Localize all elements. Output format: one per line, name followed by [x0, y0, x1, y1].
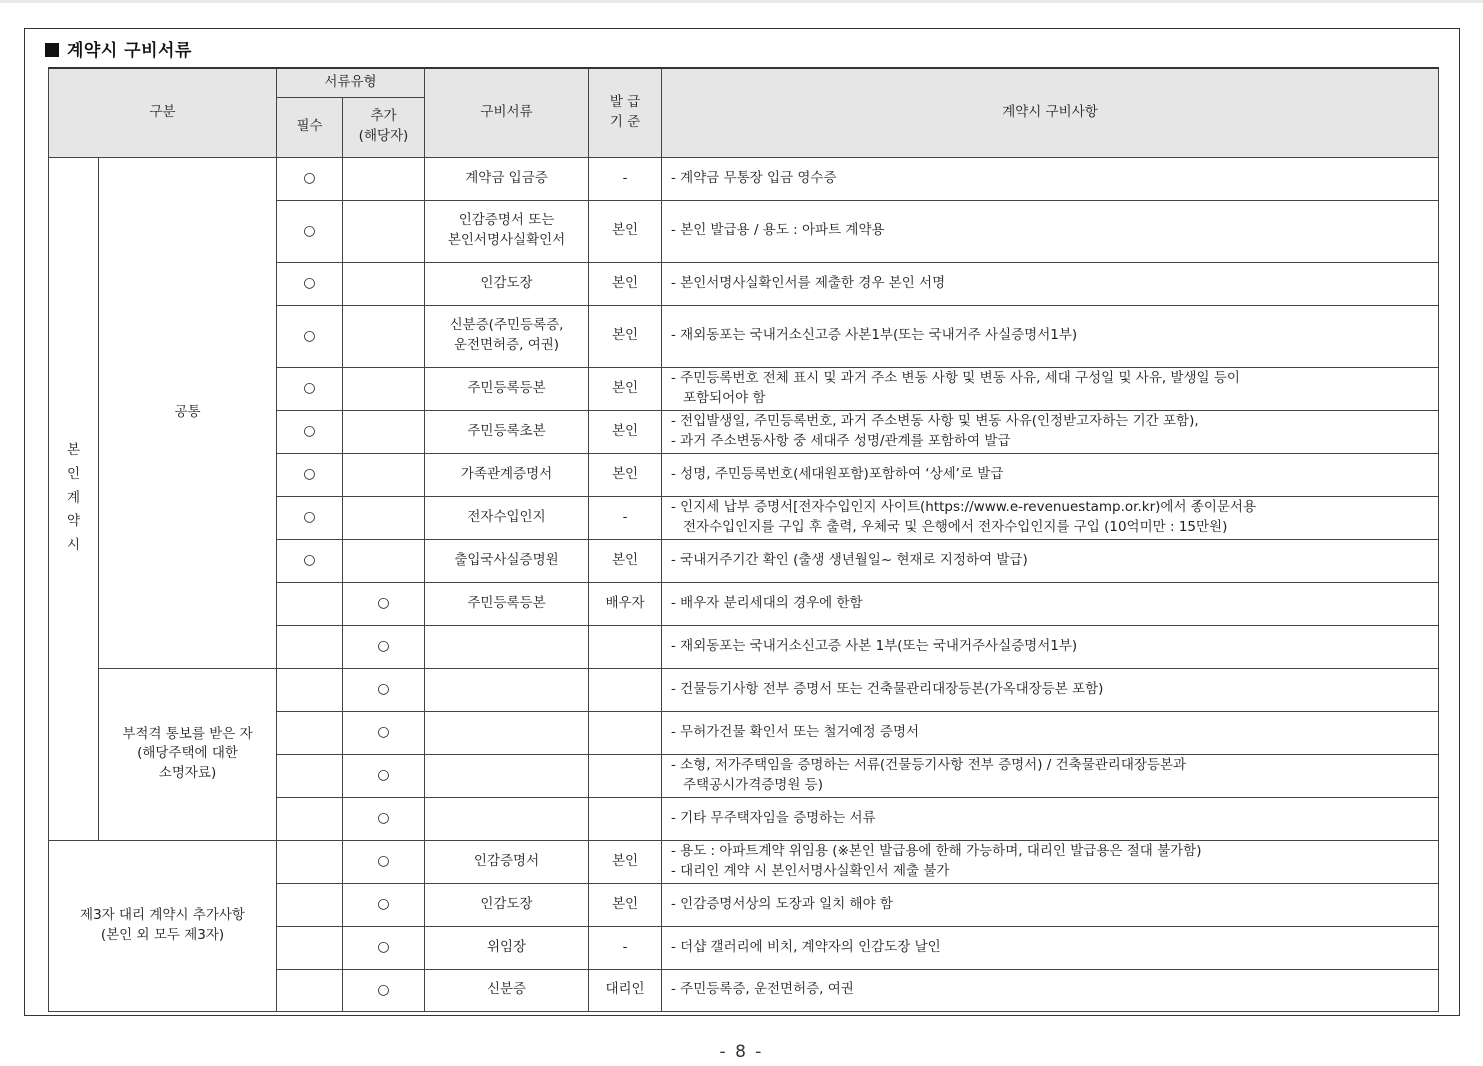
note-line: - 주민등록증, 운전면허증, 여권: [671, 981, 854, 998]
requirement-note: [662, 367, 1439, 410]
issue-basis: 대리인: [589, 969, 662, 1011]
required-mark: ○: [277, 539, 343, 582]
section-title-text: 계약시 구비서류: [67, 41, 192, 61]
header-issue-basis: [589, 68, 662, 157]
required-mark: ○: [277, 367, 343, 410]
document-name: [425, 200, 589, 262]
document-name: 신분증: [425, 969, 589, 1011]
group-ineligible-line: (해당주택에 대한: [137, 745, 238, 762]
requirement-note: [662, 754, 1439, 797]
document-name: [425, 797, 589, 840]
note-line: 전자수입인지를 구입 후 출력, 우체국 및 은행에서 전자수입인지를 구입 (10억미만 : 15만원): [683, 518, 1228, 535]
document-name: 인감도장: [425, 883, 589, 926]
document-name: 인감도장: [425, 262, 589, 305]
requirement-note: [662, 969, 1439, 1011]
document-name: 주민등록등본: [425, 367, 589, 410]
note-line: - 인감증명서상의 도장과 일치 해야 함: [671, 895, 893, 912]
note-line: - 건물등기사항 전부 증명서 또는 건축물관리대장등본(가옥대장등본 포함): [671, 680, 1104, 697]
black-square-bullet-icon: [45, 43, 59, 57]
required-mark: ○: [277, 305, 343, 367]
required-mark-empty: [277, 840, 343, 883]
note-line: - 소형, 저가주택임을 증명하는 서류(건물등기사항 전부 증명서) / 건축물관리대장등본과: [671, 756, 1187, 773]
note-line: - 성명, 주민등록번호(세대원포함)포함하여 ‘상세’로 발급: [671, 465, 1004, 482]
issue-basis: -: [589, 157, 662, 200]
document-name: 전자수입인지: [425, 496, 589, 539]
requirement-note: [662, 883, 1439, 926]
additional-mark: ○: [343, 668, 425, 711]
note-line: - 주민등록번호 전체 표시 및 과거 주소 변동 사항 및 변동 사유, 세대 구성일 및 사유, 발생일 등이: [671, 369, 1240, 386]
note-line: - 더샵 갤러리에 비치, 계약자의 인감도장 날인: [671, 938, 941, 955]
group-self-label: [53, 439, 94, 557]
issue-basis: -: [589, 926, 662, 969]
additional-mark-empty: [343, 410, 425, 453]
required-mark-empty: [277, 668, 343, 711]
required-mark-empty: [277, 711, 343, 754]
contract-documents-table: [48, 67, 1439, 1012]
issue-basis: [589, 668, 662, 711]
required-mark: ○: [277, 496, 343, 539]
header-additional-line2: (해당자): [358, 128, 409, 144]
note-line: - 계약금 무통장 입금 영수증: [671, 169, 837, 186]
header-documents: 구비서류: [425, 68, 589, 157]
issue-basis: 본인: [589, 200, 662, 262]
document-name: 주민등록초본: [425, 410, 589, 453]
additional-mark: ○: [343, 711, 425, 754]
required-mark: ○: [277, 262, 343, 305]
requirement-note: [662, 453, 1439, 496]
issue-basis: 본인: [589, 305, 662, 367]
issue-basis: [589, 797, 662, 840]
issue-basis: 본인: [589, 453, 662, 496]
group-self-char: 본: [66, 442, 81, 459]
document-name: 출입국사실증명원: [425, 539, 589, 582]
required-mark-empty: [277, 754, 343, 797]
requirement-note: [662, 625, 1439, 668]
note-line: - 본인서명사실확인서를 제출한 경우 본인 서명: [671, 274, 946, 291]
issue-basis: 본인: [589, 410, 662, 453]
note-line: - 대리인 계약 시 본인서명사실확인서 제출 불가: [671, 862, 950, 879]
header-issue-line2: 기 준: [609, 113, 641, 130]
header-doc-type: 서류유형: [277, 68, 425, 97]
issue-basis: 배우자: [589, 582, 662, 625]
additional-mark-empty: [343, 157, 425, 200]
issue-basis: [589, 711, 662, 754]
table-row: [49, 840, 1439, 883]
group-self-contract: [49, 157, 99, 840]
additional-mark: ○: [343, 840, 425, 883]
additional-mark-empty: [343, 200, 425, 262]
note-line: - 용도 : 아파트계약 위임용 (※본인 발급용에 한해 가능하며, 대리인 발급용은 절대 불가함): [671, 842, 1202, 859]
document-name: [425, 711, 589, 754]
additional-mark: ○: [343, 582, 425, 625]
group-proxy: [49, 840, 277, 1011]
required-mark: ○: [277, 410, 343, 453]
requirement-note: [662, 410, 1439, 453]
additional-mark-empty: [343, 305, 425, 367]
additional-mark-empty: [343, 496, 425, 539]
group-ineligible: [99, 668, 277, 840]
group-self-char: 약: [66, 513, 81, 530]
note-line: - 전입발생일, 주민등록번호, 과거 주소변동 사항 및 변동 사유(인정받고자하는 기간 포함),: [671, 412, 1199, 429]
header-notes: 계약시 구비사항: [662, 68, 1439, 157]
additional-mark-empty: [343, 367, 425, 410]
requirement-note: [662, 582, 1439, 625]
document-name: 인감증명서: [425, 840, 589, 883]
note-line: - 과거 주소변동사항 중 세대주 성명/관계를 포함하여 발급: [671, 432, 1011, 449]
document-name-line: 신분증(주민등록증,: [449, 317, 564, 334]
document-name: [425, 625, 589, 668]
requirement-note: [662, 840, 1439, 883]
top-border-line: [0, 0, 1483, 3]
note-line: - 기타 무주택자임을 증명하는 서류: [671, 809, 876, 826]
requirement-note: [662, 668, 1439, 711]
requirement-note: [662, 711, 1439, 754]
requirement-note: [662, 305, 1439, 367]
group-ineligible-line: 소명자료): [158, 764, 217, 781]
issue-basis: 본인: [589, 840, 662, 883]
note-line: 포함되어야 함: [683, 389, 766, 406]
document-name: [425, 305, 589, 367]
required-mark-empty: [277, 582, 343, 625]
note-line: 주택공시가격증명원 등): [683, 776, 823, 793]
section-title: [45, 36, 192, 61]
document-name-line: 본인서명사실확인서: [447, 232, 566, 248]
document-name-line: 운전면허증, 여권): [453, 337, 560, 353]
required-mark-empty: [277, 797, 343, 840]
requirement-note: [662, 926, 1439, 969]
document-name-line: 인감증명서 또는: [458, 212, 555, 229]
additional-mark: ○: [343, 625, 425, 668]
header-required: 필수: [277, 97, 343, 157]
requirement-note: [662, 496, 1439, 539]
page-number: - 8 -: [719, 1042, 764, 1062]
group-common: 공통: [99, 157, 277, 668]
group-self-char: 시: [66, 536, 81, 553]
issue-basis: 본인: [589, 262, 662, 305]
document-name: [425, 668, 589, 711]
additional-mark: ○: [343, 754, 425, 797]
required-mark: ○: [277, 200, 343, 262]
note-line: - 본인 발급용 / 용도 : 아파트 계약용: [671, 222, 885, 239]
note-line: - 재외동포는 국내거소신고증 사본1부(또는 국내거주 사실증명서1부): [671, 327, 1078, 344]
required-mark-empty: [277, 969, 343, 1011]
additional-mark: ○: [343, 883, 425, 926]
table-row: [49, 668, 1439, 711]
issue-basis: [589, 625, 662, 668]
group-proxy-line: (본인 외 모두 제3자): [100, 926, 225, 943]
header-issue-line1: 발 급: [609, 94, 641, 111]
required-mark: ○: [277, 157, 343, 200]
group-proxy-line: 제3자 대리 계약시 추가사항: [80, 906, 245, 923]
requirement-note: [662, 157, 1439, 200]
required-mark-empty: [277, 625, 343, 668]
document-name: 계약금 입금증: [425, 157, 589, 200]
header-additional-line1: 추가: [370, 108, 397, 125]
header-category: 구분: [49, 68, 277, 157]
note-line: - 재외동포는 국내거소신고증 사본 1부(또는 국내거주사실증명서1부): [671, 637, 1078, 654]
required-mark-empty: [277, 883, 343, 926]
note-line: - 배우자 분리세대의 경우에 한함: [671, 594, 863, 611]
table-row: [49, 157, 1439, 200]
note-line: - 인지세 납부 증명서[전자수입인지 사이트(https://www.e-revenuestamp.or.kr)에서 종이문서용: [671, 498, 1256, 515]
issue-basis: 본인: [589, 883, 662, 926]
additional-mark: ○: [343, 797, 425, 840]
additional-mark-empty: [343, 539, 425, 582]
note-line: - 무허가건물 확인서 또는 철거예정 증명서: [671, 723, 920, 740]
document-name: [425, 754, 589, 797]
group-self-char: 인: [66, 466, 81, 483]
issue-basis: -: [589, 496, 662, 539]
document-name: 위임장: [425, 926, 589, 969]
issue-basis: 본인: [589, 367, 662, 410]
header-additional: [343, 97, 425, 157]
group-ineligible-line: 부적격 통보를 받은 자: [122, 725, 253, 742]
additional-mark-empty: [343, 453, 425, 496]
additional-mark: ○: [343, 969, 425, 1011]
group-self-char: 계: [66, 489, 81, 506]
document-name: 주민등록등본: [425, 582, 589, 625]
requirement-note: [662, 539, 1439, 582]
required-mark: ○: [277, 453, 343, 496]
issue-basis: [589, 754, 662, 797]
requirement-note: [662, 262, 1439, 305]
required-mark-empty: [277, 926, 343, 969]
requirement-note: [662, 797, 1439, 840]
requirement-note: [662, 200, 1439, 262]
additional-mark-empty: [343, 262, 425, 305]
additional-mark: ○: [343, 926, 425, 969]
note-line: - 국내거주기간 확인 (출생 생년월일~ 현재로 지정하여 발급): [671, 551, 1028, 568]
issue-basis: 본인: [589, 539, 662, 582]
document-name: 가족관계증명서: [425, 453, 589, 496]
